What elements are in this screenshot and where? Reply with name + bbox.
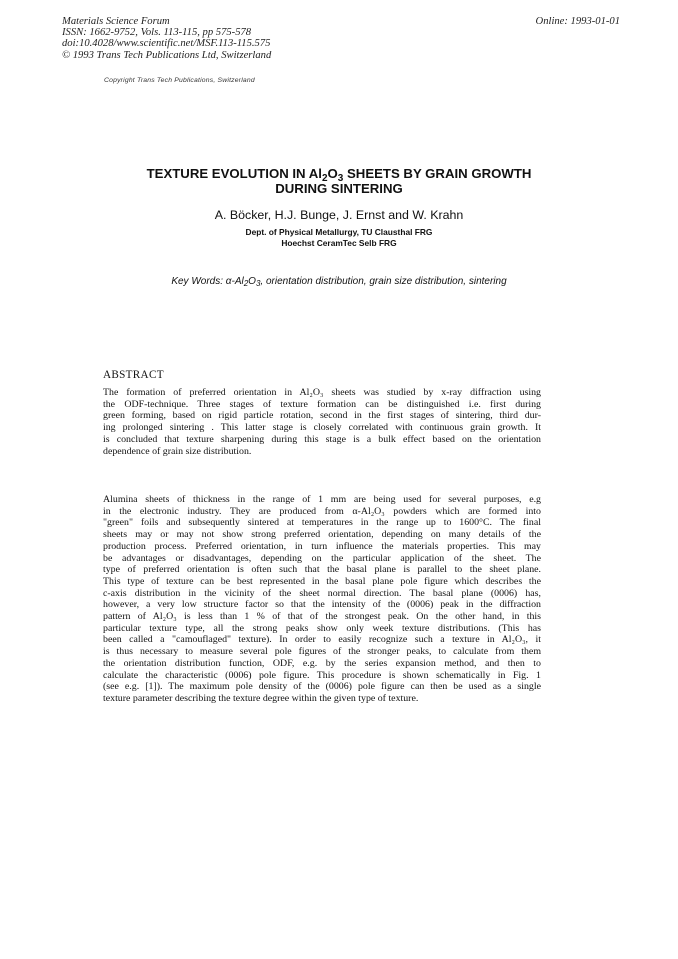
online-date: Online: 1993-01-01 bbox=[535, 16, 620, 27]
abstract-heading: ABSTRACT bbox=[103, 369, 164, 381]
copyright-line: © 1993 Trans Tech Publications Ltd, Switzerland bbox=[62, 49, 272, 61]
body-line: calculate the characteristic (0006) pole figure. This procedure is shown schematically in Fig. 1 bbox=[103, 669, 541, 681]
journal-header bbox=[62, 16, 620, 61]
title-line-1: TEXTURE EVOLUTION IN $Al_2O_3$ SHEETS BY GRAIN GROWTH bbox=[146, 166, 532, 184]
abstract-line: The formation of preferred orientation in Al₂O₃ sheets was studied by x-ray diffraction using bbox=[103, 387, 541, 398]
body-line: particular texture type, all the strong peaks show only week texture distributions. (This has bbox=[103, 622, 541, 634]
abstract-line: is concluded that texture sharpening during this stage is a bulk effect based on the orientation bbox=[103, 433, 541, 445]
body-line: be advantages or disadvantages, depending on the particular application of the sheet. The bbox=[103, 552, 541, 564]
body-line: been called a "camouflaged" texture). In order to easily recognize such a texture in Al₂O₃, it bbox=[103, 634, 541, 646]
affiliation-1: Dept. of Physical Metallurgy, TU Clausthal FRG bbox=[245, 227, 433, 237]
body-line: sheets may or may not show strong preferred orientation, depending on many details of the bbox=[103, 529, 541, 541]
author-list: A. Böcker, H.J. Bunge, J. Ernst and W. Krahn bbox=[214, 208, 464, 222]
abstract-line: ing prolonged sintering . This latter stage is closely correlated with continuous grain growth. It bbox=[103, 422, 541, 434]
issn-line: ISSN: 1662-9752, Vols. 113-115, pp 575-578 bbox=[62, 27, 252, 39]
abstract-text bbox=[103, 387, 541, 457]
body-line: "green" foils and subsequently sintered at temperatures in the range up to 1600°C. The final bbox=[103, 517, 541, 529]
body-text bbox=[103, 494, 541, 705]
abstract-line: dependence of grain size distribution. bbox=[103, 445, 252, 457]
abstract-line: the ODF-technique. Three stages of texture formation can be distinguished i.e. first during bbox=[103, 398, 541, 410]
body-line: Alumina sheets of thickness in the range of 1 mm are being used for several purposes, e.g bbox=[103, 494, 541, 505]
affiliation-2: Hoechst CeramTec Selb FRG bbox=[281, 238, 397, 248]
body-line: is thus necessary to measure several pole figures of the stronger peaks, to calculate from them bbox=[103, 646, 541, 658]
body-line: c-axis distribution in the vicinity of the sheet normal direction. The basal plane (0006) has, bbox=[103, 587, 541, 599]
body-line: pattern of Al₂O₃ is less than 1 % of that of the strongest peak. On the other hand, in this bbox=[103, 611, 541, 623]
keywords: Key Words: $\alpha-Al_2O_3$, orientation distribution, grain size distribution, sintering bbox=[171, 276, 507, 288]
body-line: however, a very low structure factor so that the intensity of the (0006) peak in the diffraction bbox=[103, 599, 541, 611]
body-line: texture parameter describing the texture degree within the given type of texture. bbox=[103, 692, 419, 704]
body-line: in the electronic industry. They are produced from α-Al₂O₃ powders which are formed into bbox=[103, 505, 541, 517]
body-line: (see e.g. [1]). The maximum pole density of the (0006) pole figure can then be used as a single bbox=[103, 681, 541, 693]
doi-line: doi:10.4028/www.scientific.net/MSF.113-115.575 bbox=[62, 38, 271, 50]
body-line: production process. Preferred orientation, in turn influence the materials properties. This may bbox=[103, 540, 541, 552]
paper-title bbox=[0, 166, 678, 196]
journal-name: Materials Science Forum bbox=[62, 16, 170, 27]
body-line: This type of texture can be best represented in the basal plane pole figure which describes the bbox=[103, 575, 541, 587]
title-line-2: DURING SINTERING bbox=[275, 181, 403, 196]
body-line: the orientation distribution function, ODF, e.g. by the series expansion method, and then to bbox=[103, 657, 541, 669]
abstract-line: green forming, based on rigid particle rotation, second in the first stages of sintering, third dur- bbox=[103, 410, 541, 422]
copyright-stamp: Copyright Trans Tech Publications, Switzerland bbox=[104, 77, 255, 84]
body-line: type of preferred orientation is often such that the basal plane is parallel to the sheet plane. bbox=[103, 564, 541, 576]
